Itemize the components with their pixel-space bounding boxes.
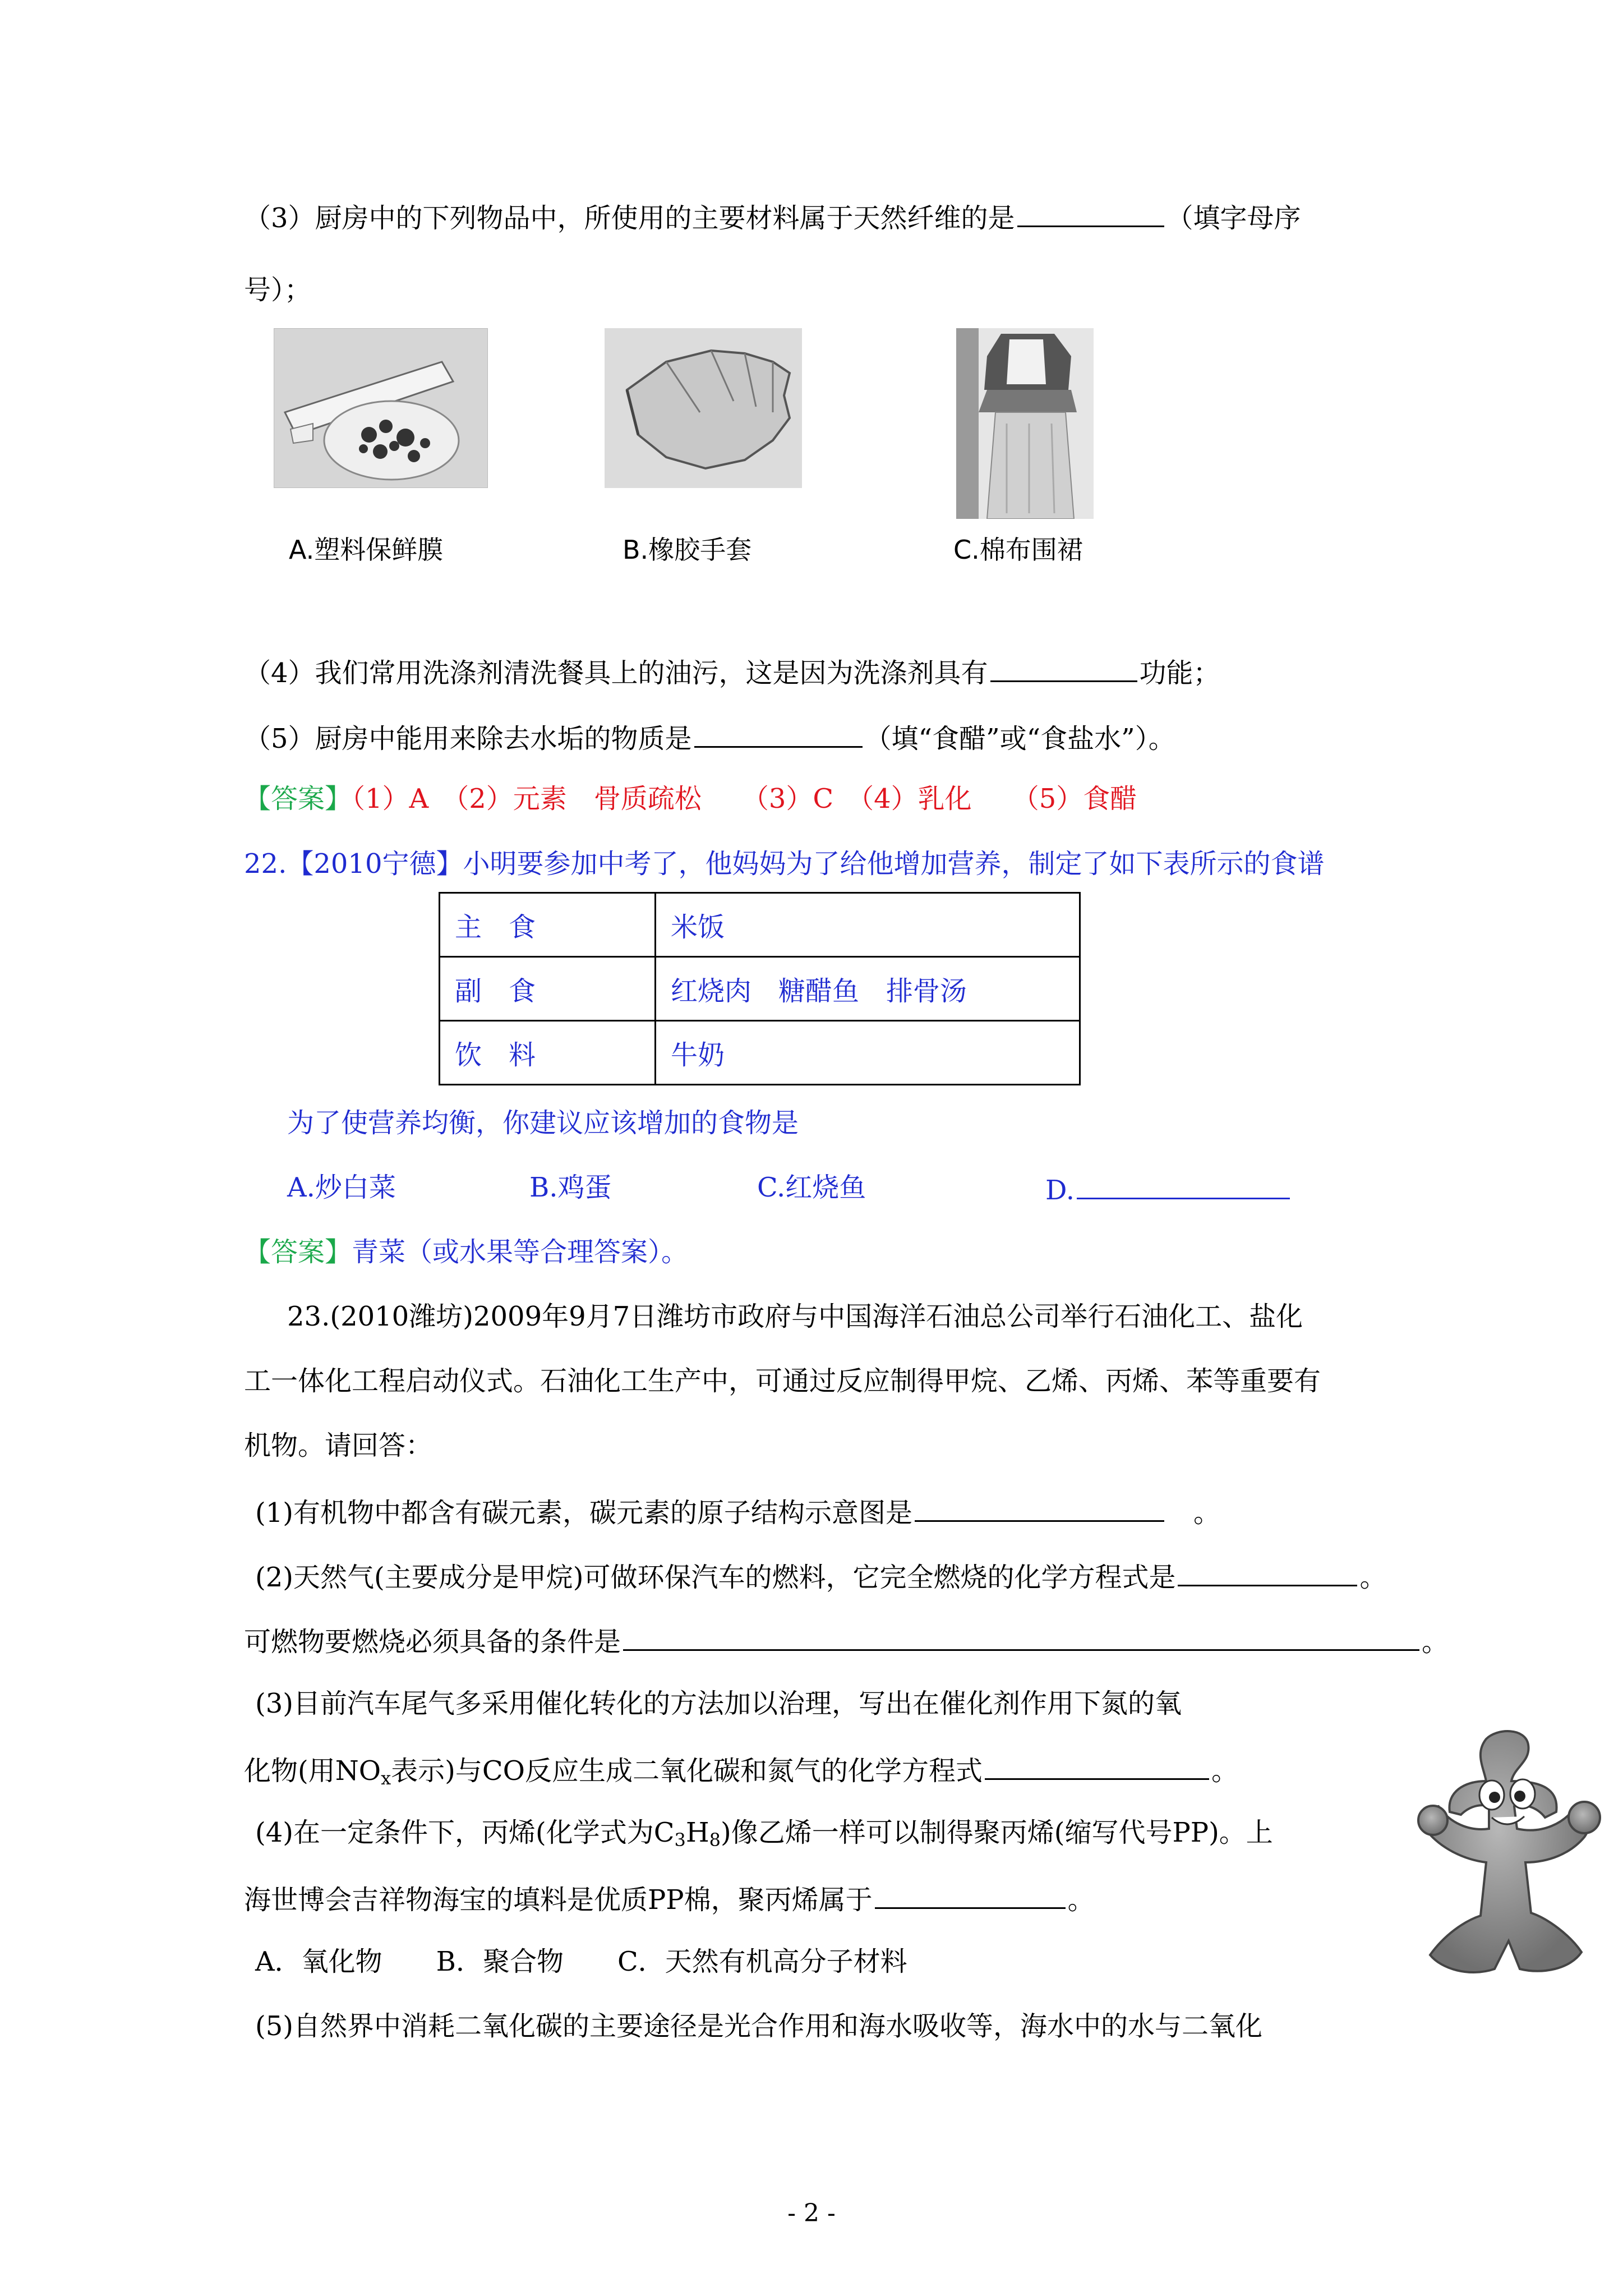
haibao-mascot-image [1402,1728,1615,1986]
table-row [440,1021,1080,1085]
answer-blank[interactable] [1077,1170,1290,1199]
q23-part2b: 可燃物要燃烧必须具备的条件是 。 [244,1621,1449,1660]
answer-blank[interactable] [875,1879,1066,1909]
table-row [440,893,1080,957]
q23-part4-line1: (4)在一定条件下，丙烯(化学式为$C_3H_8$)像乙烯一样可以制得聚丙烯(缩写代号PP)。上 [255,1817,1273,1851]
q23-part1: (1)有机物中都含有碳元素，碳元素的原子结构示意图是 。 [255,1492,1220,1531]
q23-part4-choices: A．氧化物 B．聚合物 C．天然有机高分子材料 [255,1946,907,1977]
table-cell-category: 副 食 [440,957,656,1021]
table-cell-category: 饮 料 [440,1021,656,1085]
table-cell-items: 米饭 [656,893,1080,957]
answer-blank[interactable] [694,718,863,748]
answer-blank[interactable] [985,1750,1209,1780]
q21-part3-line1: （3）厨房中的下列物品中，所使用的主要材料属于天然纤维的是 （填字母序 [244,197,1301,236]
q23-intro-line3: 机物。请回答： [244,1430,433,1461]
answer-blank[interactable] [1017,197,1164,227]
q23-part4-line2: 海世博会吉祥物海宝的填料是优质PP棉，聚丙烯属于 。 [244,1879,1095,1918]
answer-blank[interactable] [915,1492,1164,1522]
menu-table [439,892,1081,1085]
q21-part5: （5）厨房中能用来除去水垢的物质是 （填“食醋”或“食盐水”）。 [244,718,1175,757]
cotton-apron-image [956,328,1094,519]
q23-intro-line1: 23.(2010潍坊)2009年9月7日潍坊市政府与中国海洋石油总公司举行石油化工、盐化 [287,1301,1303,1332]
q23-part5-line1: (5)自然界中消耗二氧化碳的主要途径是光合作用和海水吸收等，海水中的水与二氧化 [255,2010,1262,2042]
answer-blank[interactable] [1178,1557,1357,1586]
page-number: - 2 - [787,2199,836,2228]
q23-part2: (2)天然气(主要成分是甲烷)可做环保汽车的燃料，它完全燃烧的化学方程式是 。 [255,1557,1386,1595]
answer-blank[interactable] [623,1621,1419,1651]
q23-part3-line1: (3)目前汽车尾气多采用催化转化的方法加以治理，写出在催化剂作用下氮的氧 [255,1688,1182,1719]
table-row [440,957,1080,1021]
q21-part4: （4）我们常用洗涤剂清洗餐具上的油污，这是因为洗涤剂具有 功能； [244,652,1220,691]
plastic-wrap-image [274,328,488,488]
option-a-caption: A.塑料保鲜膜 [289,535,444,565]
answer-blank[interactable] [990,652,1137,682]
q23-intro-line2: 工一体化工程启动仪式。石油化工生产中，可通过反应制得甲烷、乙烯、丙烯、苯等重要有 [244,1365,1321,1397]
q21-part3-line2: 号）； [244,274,312,306]
option-b-caption: B.橡胶手套 [623,535,752,565]
table-cell-items: 红烧肉 糖醋鱼 排骨汤 [656,957,1080,1021]
table-cell-category: 主 食 [440,893,656,957]
option-c-caption: C.棉布围裙 [953,535,1083,565]
rubber-glove-image [605,328,802,488]
q22-question: 为了使营养均衡，你建议应该增加的食物是 [287,1107,799,1139]
table-cell-items: 牛奶 [656,1021,1080,1085]
q22-answer: 【答案】青菜（或水果等合理答案）。 [244,1236,689,1268]
q23-part3-line2: 化物(用$NO_x$表示)与CO反应生成二氧化碳和氮气的化学方程式 。 [244,1750,1238,1796]
q22-stem: 22.【2010宁德】小明要参加中考了，他妈妈为了给他增加营养，制定了如下表所示的食谱 [244,848,1325,880]
q21-answer: 【答案】（1）A （2）元素 骨质疏松 （3）C （4）乳化 （5）食醋 [244,783,1137,815]
